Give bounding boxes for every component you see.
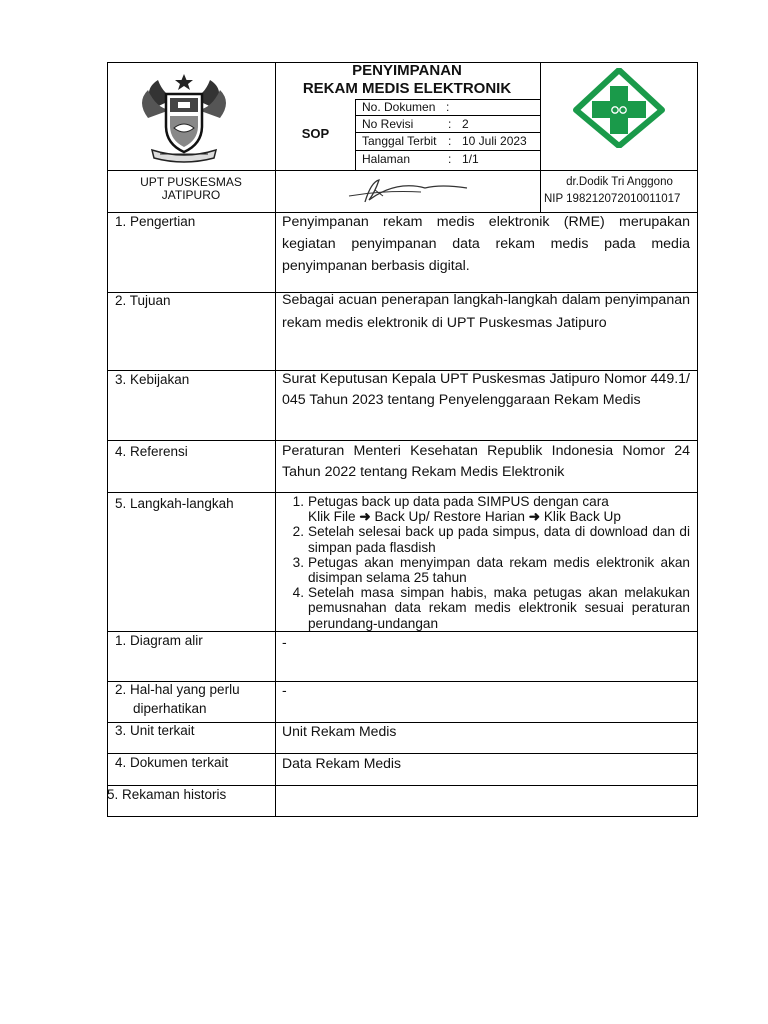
section-content-referensi: Peraturan Menteri Kesehatan Republik Indonesia Nomor 24 Tahun 2022 tentang Rekam Medis Elektronik [282, 443, 690, 480]
border-bottom [107, 816, 698, 817]
meta-label-dokumen: No. Dokumen [362, 100, 436, 114]
step-text: Petugas back up data pada SIMPUS dengan cara [308, 494, 609, 509]
document-title-line1: PENYIMPANAN [352, 62, 462, 79]
meta-label-revisi: No Revisi [362, 117, 414, 131]
section-content-hal: - [282, 682, 287, 698]
header-divider-sop [355, 99, 356, 170]
meta-line-3 [355, 150, 540, 151]
meta-sep: : [448, 152, 452, 166]
signature-icon [345, 174, 475, 208]
step-number: 2. [292, 524, 304, 540]
section-label-langkah: 5. Langkah-langkah [115, 496, 234, 511]
signer-name: dr.Dodik Tri Anggono [566, 176, 673, 188]
signer-nip: NIP 198212072010011017 [544, 193, 681, 205]
org-name-line2: JATIPURO [161, 188, 221, 202]
meta-value-revisi: 2 [462, 117, 469, 131]
list-item [282, 524, 690, 554]
meta-value-halaman: 1/1 [462, 152, 479, 166]
meta-sep: : [448, 117, 452, 131]
step-text: Petugas akan menyimpan data rekam medis elektronik akan disimpan selama 25 tahun [308, 554, 690, 586]
section-content-pengertian: Penyimpanan rekam medis elektronik (RME) merupakan kegiatan penyimpanan data rekam medis pada media penyimpanan berbasis digital. [282, 214, 690, 274]
section-label-hal-line2: diperhatikan [133, 701, 207, 716]
step-sub-b: Back Up/ Restore Harian [374, 509, 525, 525]
meta-label-halaman: Halaman [362, 152, 411, 166]
step-sub-c: Klik Back Up [543, 509, 621, 525]
section-label-kebijakan: 3. Kebijakan [115, 372, 190, 387]
section-content-dokumen: Data Rekam Medis [282, 755, 402, 771]
meta-line-2 [355, 132, 540, 133]
row-line [107, 785, 698, 786]
section-label-hal-line1: 2. Hal-hal yang perlu [115, 682, 240, 697]
list-item [282, 494, 690, 524]
meta-sep: : [446, 100, 450, 114]
section-content-unit: Unit Rekam Medis [282, 723, 397, 739]
step-text: Setelah selesai back up pada simpus, data di download dan di simpan pada flasdish [308, 524, 690, 555]
right-arrow-icon: ➜ [359, 509, 371, 525]
meta-value-tanggal: 10 Juli 2023 [462, 134, 527, 148]
step-text: Setelah masa simpan habis, maka petugas akan melakukan pemusnahan data rekam medis elektronik sesuai peraturan perundang-undangan [308, 585, 690, 631]
section-content-kebijakan: Surat Keputusan Kepala UPT Puskesmas Jatipuro Nomor 449.1/ 045 Tahun 2023 tentang Penyelenggaraan Rekam Medis [282, 371, 690, 408]
section-content-diagram: - [282, 634, 287, 650]
steps-list [282, 494, 690, 631]
row-line [107, 753, 698, 754]
org-name-line1: UPT PUSKESMAS [140, 175, 242, 189]
meta-line-1 [355, 115, 540, 116]
list-item [282, 585, 690, 631]
step-number: 4. [292, 585, 304, 601]
list-item [282, 555, 690, 585]
right-arrow-icon: ➜ [528, 509, 541, 525]
header-line-bottom [107, 170, 698, 171]
sop-label: SOP [301, 126, 330, 141]
meta-label-tanggal: Tanggal Terbit [362, 134, 437, 148]
section-label-tujuan: 2. Tujuan [115, 293, 171, 308]
header-divider-right [540, 62, 541, 213]
section-label-referensi: 4. Referensi [115, 444, 188, 459]
section-label-diagram: 1. Diagram alir [115, 633, 203, 648]
step-number: 3. [292, 554, 304, 570]
puskesmas-cross-logo-icon [572, 68, 666, 148]
row-line [107, 492, 698, 493]
row-line [107, 631, 698, 632]
section-label-unit: 3. Unit terkait [115, 723, 195, 738]
section-content-tujuan: Sebagai acuan penerapan langkah-langkah dalam penyimpanan rekam medis elektronik di UPT Puskesmas Jatipuro [282, 292, 690, 331]
regional-emblem-icon [134, 68, 248, 164]
meta-sep: : [448, 134, 452, 148]
document-title-line2: REKAM MEDIS ELEKTRONIK [302, 80, 512, 97]
section-label-pengertian: 1. Pengertian [115, 214, 196, 229]
section-label-rekaman: 5. Rekaman historis [107, 787, 227, 802]
row-line [107, 722, 698, 723]
step-sub-a: Klik File [308, 509, 356, 525]
section-label-dokumen: 4. Dokumen terkait [115, 755, 229, 770]
step-number: 1. [292, 494, 304, 509]
